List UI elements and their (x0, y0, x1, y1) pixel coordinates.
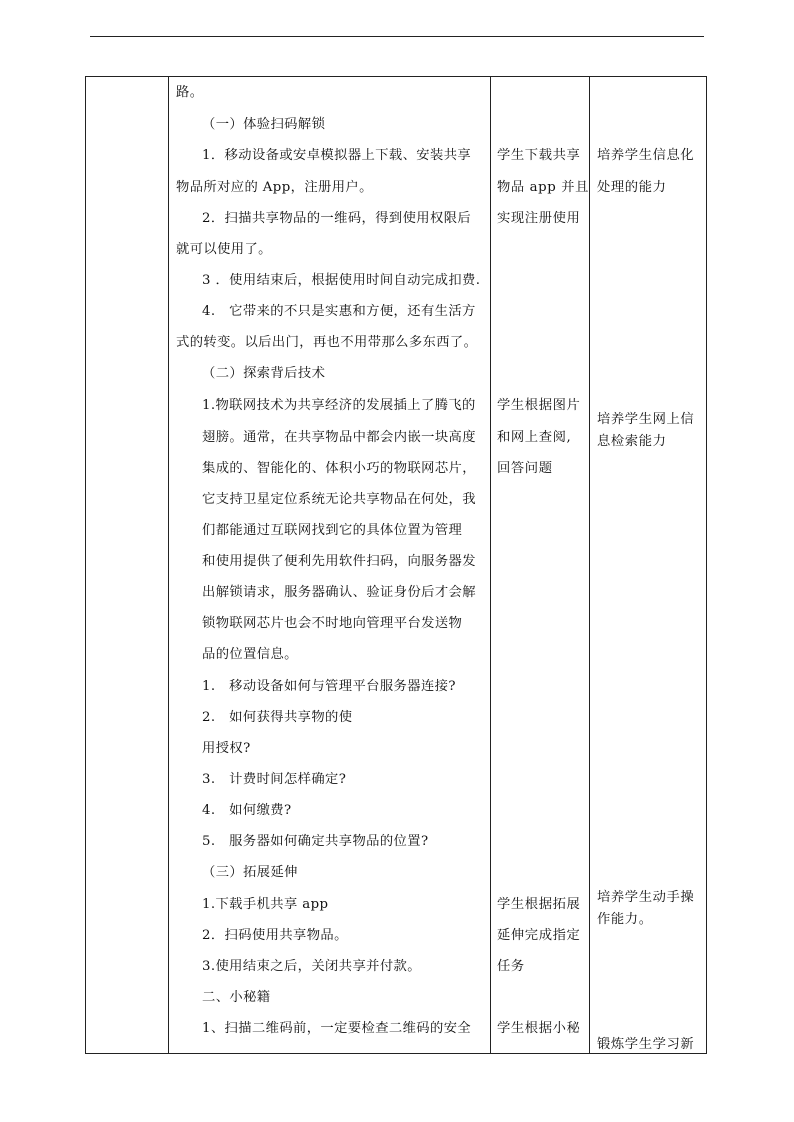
content-line: （一）体验扫码解锁 (202, 117, 326, 132)
content-line: 出解锁请求，服务器确认、验证身份后才会解 (202, 585, 476, 600)
content-line: 2．扫描共享物品的一维码，得到使用权限后 (202, 211, 472, 226)
content-line: 物品所对应的 App，注册用户。 (176, 180, 373, 195)
content-line: 1．移动设备或安卓模拟器上下载、安装共享 (202, 148, 472, 163)
content-line: 用授权? (202, 741, 251, 756)
content-line: 它支持卫星定位系统无论共享物品在何处，我 (202, 492, 476, 507)
content-line: （二）探索背后技术 (202, 366, 326, 381)
content-line: （三）拓展延伸 (202, 865, 298, 880)
content-line: 1.下载手机共享 app (202, 897, 329, 912)
content-line: 5. 服务器如何确定共享物品的位置? (202, 834, 429, 849)
content-line: 路。 (176, 85, 204, 100)
student-activity-line: 物品 app 并且 (497, 180, 589, 195)
column-divider-2 (490, 77, 491, 1053)
header-rule (90, 36, 704, 37)
content-line: 3.使用结束之后，关闭共享并付款。 (202, 959, 421, 974)
student-activity-line: 学生根据小秘 (497, 1021, 581, 1036)
content-line: 1. 移动设备如何与管理平台服务器连接? (202, 679, 456, 694)
content-line: 1、扫描二维码前，一定要检查二维码的安全 (202, 1021, 472, 1036)
design-purpose-line: 锻炼学生学习新 (597, 1037, 695, 1052)
student-activity-line: 实现注册使用 (497, 211, 581, 226)
content-line: 品的位置信息。 (202, 647, 298, 662)
design-purpose-line: 培养学生网上信 (597, 412, 695, 427)
student-activity-line: 任务 (497, 959, 525, 974)
content-line: 集成的、智能化的、体积小巧的物联网芯片， (202, 461, 476, 476)
content-line: 4. 如何缴费? (202, 803, 292, 818)
content-line: 3 ．使用结束后，根据使用时间自动完成扣费. (202, 273, 481, 288)
student-activity-line: 学生下载共享 (497, 148, 581, 163)
content-line: 锁物联网芯片也会不时地向管理平台发送物 (202, 616, 463, 631)
design-purpose-line: 作能力。 (597, 912, 653, 927)
design-purpose-line: 处理的能力 (597, 180, 667, 195)
content-line: 就可以使用了。 (176, 242, 272, 257)
content-line: 4. 它带来的不只是实惠和方便，还有生活方 (202, 304, 476, 319)
design-purpose-line: 培养学生动手操 (597, 890, 695, 905)
student-activity-line: 和网上查阅, (497, 430, 572, 445)
student-activity-line: 学生根据图片 (497, 398, 581, 413)
content-line: 1.物联网技术为共享经济的发展插上了腾飞的 (202, 398, 476, 413)
design-purpose-line: 培养学生信息化 (597, 148, 695, 163)
content-line: 3. 计费时间怎样确定? (202, 772, 347, 787)
content-line: 式的转变。以后出门，再也不用带那么多东西了。 (176, 335, 478, 350)
content-line: 翅膀。通常，在共享物品中都会内嵌一块高度 (202, 430, 476, 445)
student-activity-line: 延伸完成指定 (497, 928, 581, 943)
design-purpose-line: 息检索能力 (597, 434, 667, 449)
content-line: 2. 如何获得共享物的使 (202, 710, 353, 725)
content-line: 们都能通过互联网找到它的具体位置为管理 (202, 523, 463, 538)
student-activity-line: 学生根据拓展 (497, 897, 581, 912)
student-activity-line: 回答问题 (497, 461, 553, 476)
content-line: 2．扫码使用共享物品。 (202, 928, 348, 943)
column-divider-3 (589, 77, 590, 1053)
column-divider-1 (168, 77, 169, 1053)
content-line: 二、小秘籍 (202, 990, 271, 1005)
content-line: 和使用提供了便利先用软件扫码，向服务器发 (202, 554, 476, 569)
